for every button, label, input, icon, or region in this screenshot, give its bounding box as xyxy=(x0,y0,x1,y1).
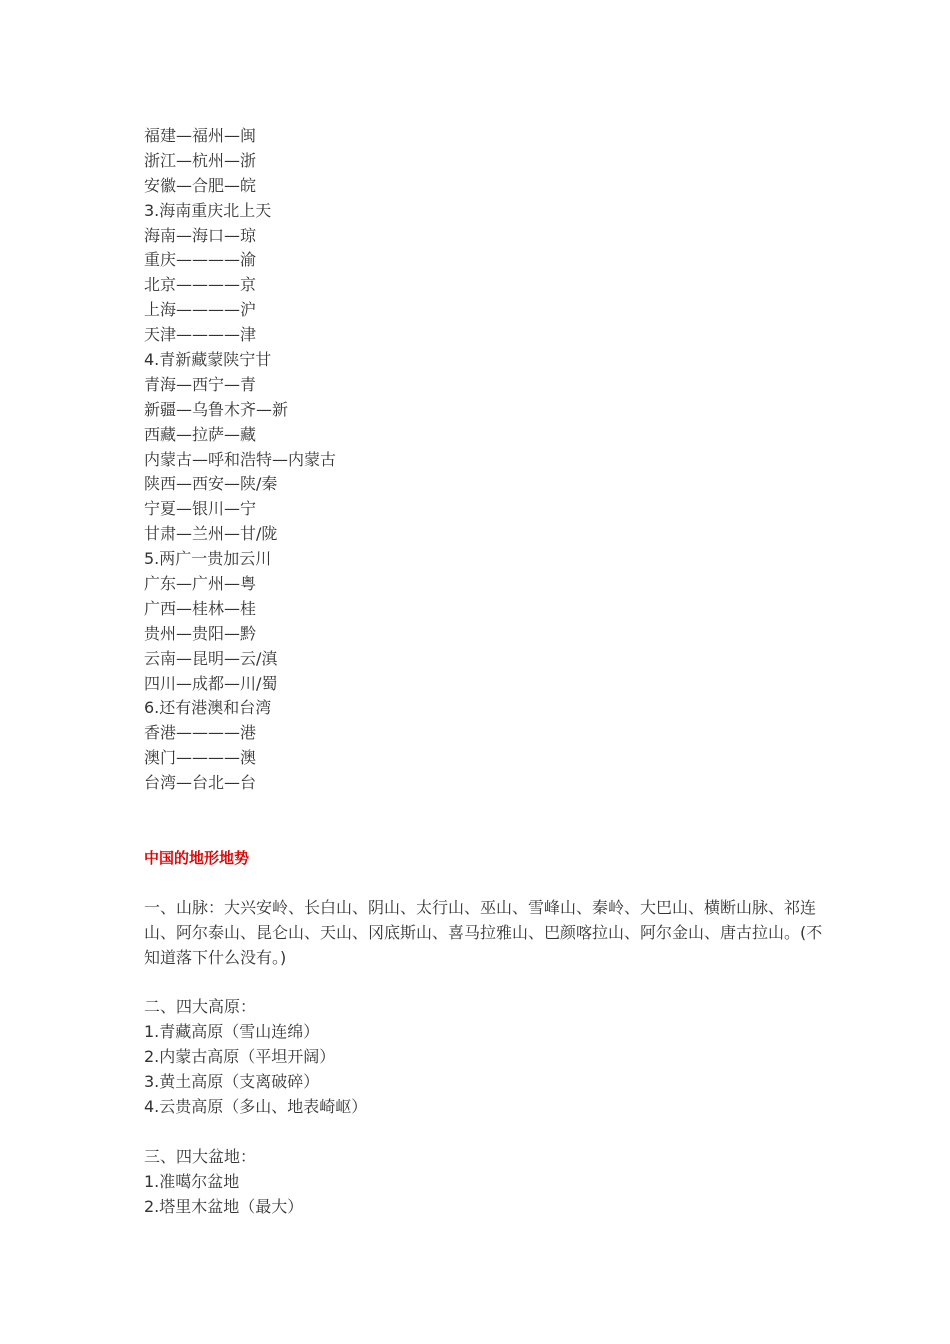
list-item: 海南—海口—琼 xyxy=(144,225,257,245)
list-item: 西藏—拉萨—藏 xyxy=(144,424,257,444)
list-item: 青海—西宁—青 xyxy=(144,374,257,394)
section-subtitle: 3.海南重庆北上天 xyxy=(144,200,272,220)
list-item: 内蒙古—呼和浩特—内蒙古 xyxy=(144,449,337,469)
spacer xyxy=(144,871,824,896)
province-list xyxy=(144,124,824,796)
terrain-heading: 中国的地形地势 xyxy=(144,849,250,868)
spacer xyxy=(144,971,824,996)
list-item: 贵州—贵阳—黔 xyxy=(144,623,257,643)
spacer xyxy=(144,1120,824,1145)
list-item: 3.黄土高原（支离破碎） xyxy=(144,1072,320,1092)
list-item: 4.云贵高原（多山、地表崎岖） xyxy=(144,1097,368,1116)
list-item: 广东—广州—粤 xyxy=(144,574,257,594)
document-page xyxy=(144,124,824,1219)
section-subtitle: 6.还有港澳和台湾 xyxy=(144,698,272,718)
list-item: 四川—成都—川/蜀 xyxy=(144,673,278,693)
list-item: 甘肃—兰州—甘/陇 xyxy=(144,524,278,544)
list-item: 福建—福州—闽 xyxy=(144,126,257,145)
list-item: 上海————沪 xyxy=(144,300,257,320)
mountains-paragraph: 一、山脉：大兴安岭、长白山、阴山、太行山、巫山、雪峰山、秦岭、大巴山、横断山脉、祁连山、阿尔泰山、昆仑山、天山、冈底斯山、喜马拉雅山、巴颜喀拉山、阿尔金山、唐古拉山。(不知道落下什么没有。) xyxy=(144,897,823,967)
list-item: 2.内蒙古高原（平坦开阔） xyxy=(144,1047,336,1067)
list-item: 浙江—杭州—浙 xyxy=(144,150,257,170)
section-subtitle: 4.青新藏蒙陕宁甘 xyxy=(144,350,272,370)
list-item: 新疆—乌鲁木齐—新 xyxy=(144,399,289,419)
list-item: 宁夏—银川—宁 xyxy=(144,499,257,519)
list-item: 1.青藏高原（雪山连绵） xyxy=(144,1022,320,1042)
list-item: 2.塔里木盆地（最大） xyxy=(144,1196,304,1216)
list-item: 香港————港 xyxy=(144,723,257,743)
list-item: 安徽—合肥—皖 xyxy=(144,175,257,195)
basins-title: 三、四大盆地： xyxy=(144,1146,257,1166)
list-item: 天津————津 xyxy=(144,325,257,345)
list-item: 台湾—台北—台 xyxy=(144,773,257,793)
list-item: 重庆————渝 xyxy=(144,250,257,270)
list-item: 澳门————澳 xyxy=(144,748,257,768)
plateaus-title: 二、四大高原： xyxy=(144,997,257,1017)
list-item: 1.准噶尔盆地 xyxy=(144,1171,240,1191)
list-item: 广西—桂林—桂 xyxy=(144,598,257,618)
spacer xyxy=(144,796,824,846)
section-subtitle: 5.两广一贵加云川 xyxy=(144,549,272,569)
list-item: 陕西—西安—陕/秦 xyxy=(144,474,278,494)
list-item: 云南—昆明—云/滇 xyxy=(144,648,278,668)
list-item: 北京————京 xyxy=(144,275,257,295)
